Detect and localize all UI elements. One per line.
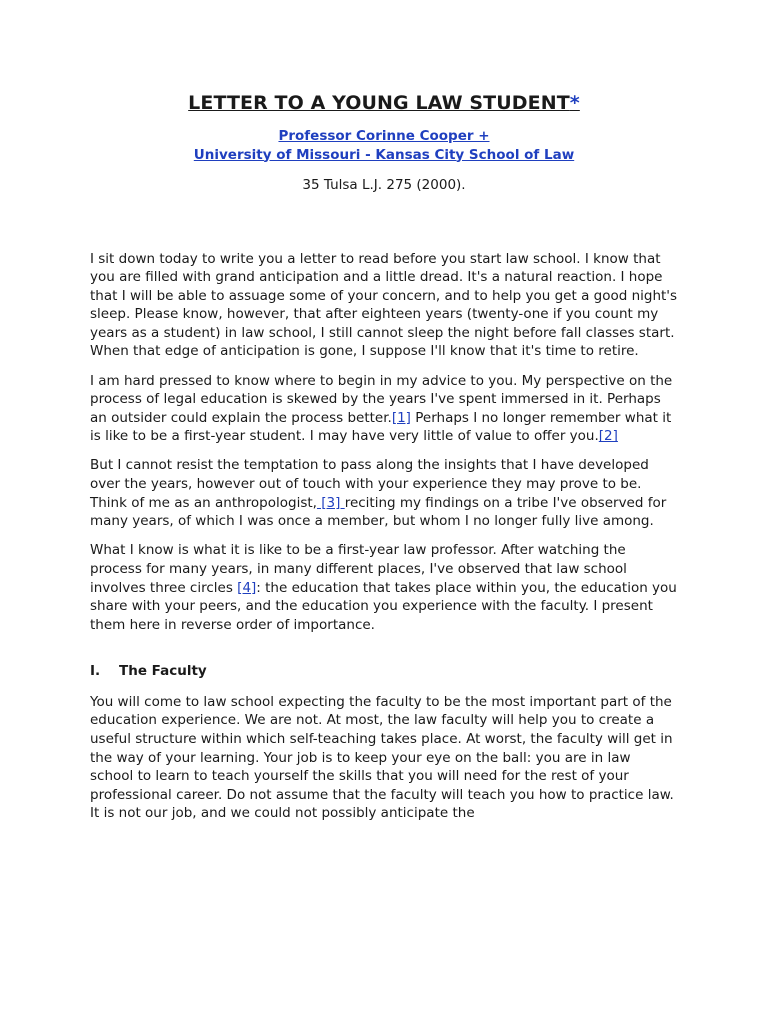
paragraph-4-text-a: What I know is what it is like to be a first-year law professor. After watching the process for many years, in many different places, I've observed that law school involves three circles	[90, 542, 627, 596]
title-footnote-star[interactable]: *	[569, 92, 580, 114]
footnote-2-link[interactable]: [2]	[598, 428, 618, 445]
paragraph-4	[90, 541, 678, 634]
paragraph-2-text-a: I am hard pressed to know where to begin in my advice to you. My perspective on the process of legal education is skewed by the years I've spent immersed in it. Perhaps an outsider could explain the process better.	[90, 372, 673, 426]
footnote-4-link[interactable]: [4]	[237, 579, 257, 596]
citation: 35 Tulsa L.J. 275 (2000).	[302, 177, 466, 193]
paragraph-5: You will come to law school expecting the faculty to be the most important part of the education experience. We are not. At most, the law faculty will help you to create a useful structure within which self-teaching takes place. At worst, the faculty will get in the way of your learning. Your job is to keep your eye on the ball: you are in law school to learn to teach yourself the skills that you will need for the rest of your professional career. Do not assume that the faculty will teach you how to practice law. It is not our job, and we could not possibly anticipate the	[90, 693, 674, 822]
paragraph-3	[90, 456, 678, 530]
paragraph-4-text-b: : the education that takes place within you, the education you share with your peers, and the education you experience with the faculty. I present them here in reverse order of importance.	[90, 579, 677, 633]
section-title: The Faculty	[119, 663, 207, 680]
paragraph-1: I sit down today to write you a letter to read before you start law school. I know that you are filled with grand anticipation and a little dread. It's a natural reaction. I hope that I will be able to assuage some of your concern, and to help you get a good night's sleep. Please know, however, that after eighteen years (twenty-one if you count my years as a student) in law school, I still cannot sleep the night before fall classes start. When that edge of anticipation is gone, I suppose I'll know that it's time to retire.	[90, 250, 678, 360]
paragraph-3-text-b: reciting my findings on a tribe I've observed for many years, of which I was once a member, but whom I no longer fully live among.	[90, 494, 667, 530]
document-title	[90, 0, 678, 117]
footnote-1-link[interactable]: [1]	[391, 409, 411, 426]
footnote-3-link[interactable]: [3]	[316, 494, 345, 511]
paragraph-2-text-b: Perhaps I no longer remember what it is like to be a first-year student. I may have very little of value to offer you.	[90, 409, 672, 445]
section-heading-faculty	[90, 662, 678, 681]
section-number: I.	[90, 663, 101, 680]
paragraph-2	[90, 372, 678, 446]
title-text: LETTER TO A YOUNG LAW STUDENT	[188, 92, 570, 114]
institution-link[interactable]: University of Missouri - Kansas City School of Law	[193, 146, 575, 163]
author-link[interactable]: Professor Corinne Cooper +	[278, 128, 490, 144]
paragraph-3-text-a: But I cannot resist the temptation to pass along the insights that I have developed over the years, however out of touch with your experience they may prove to be. Think of me as an anthropologist,	[90, 457, 649, 511]
author-block	[90, 127, 678, 164]
body-text	[90, 250, 678, 824]
